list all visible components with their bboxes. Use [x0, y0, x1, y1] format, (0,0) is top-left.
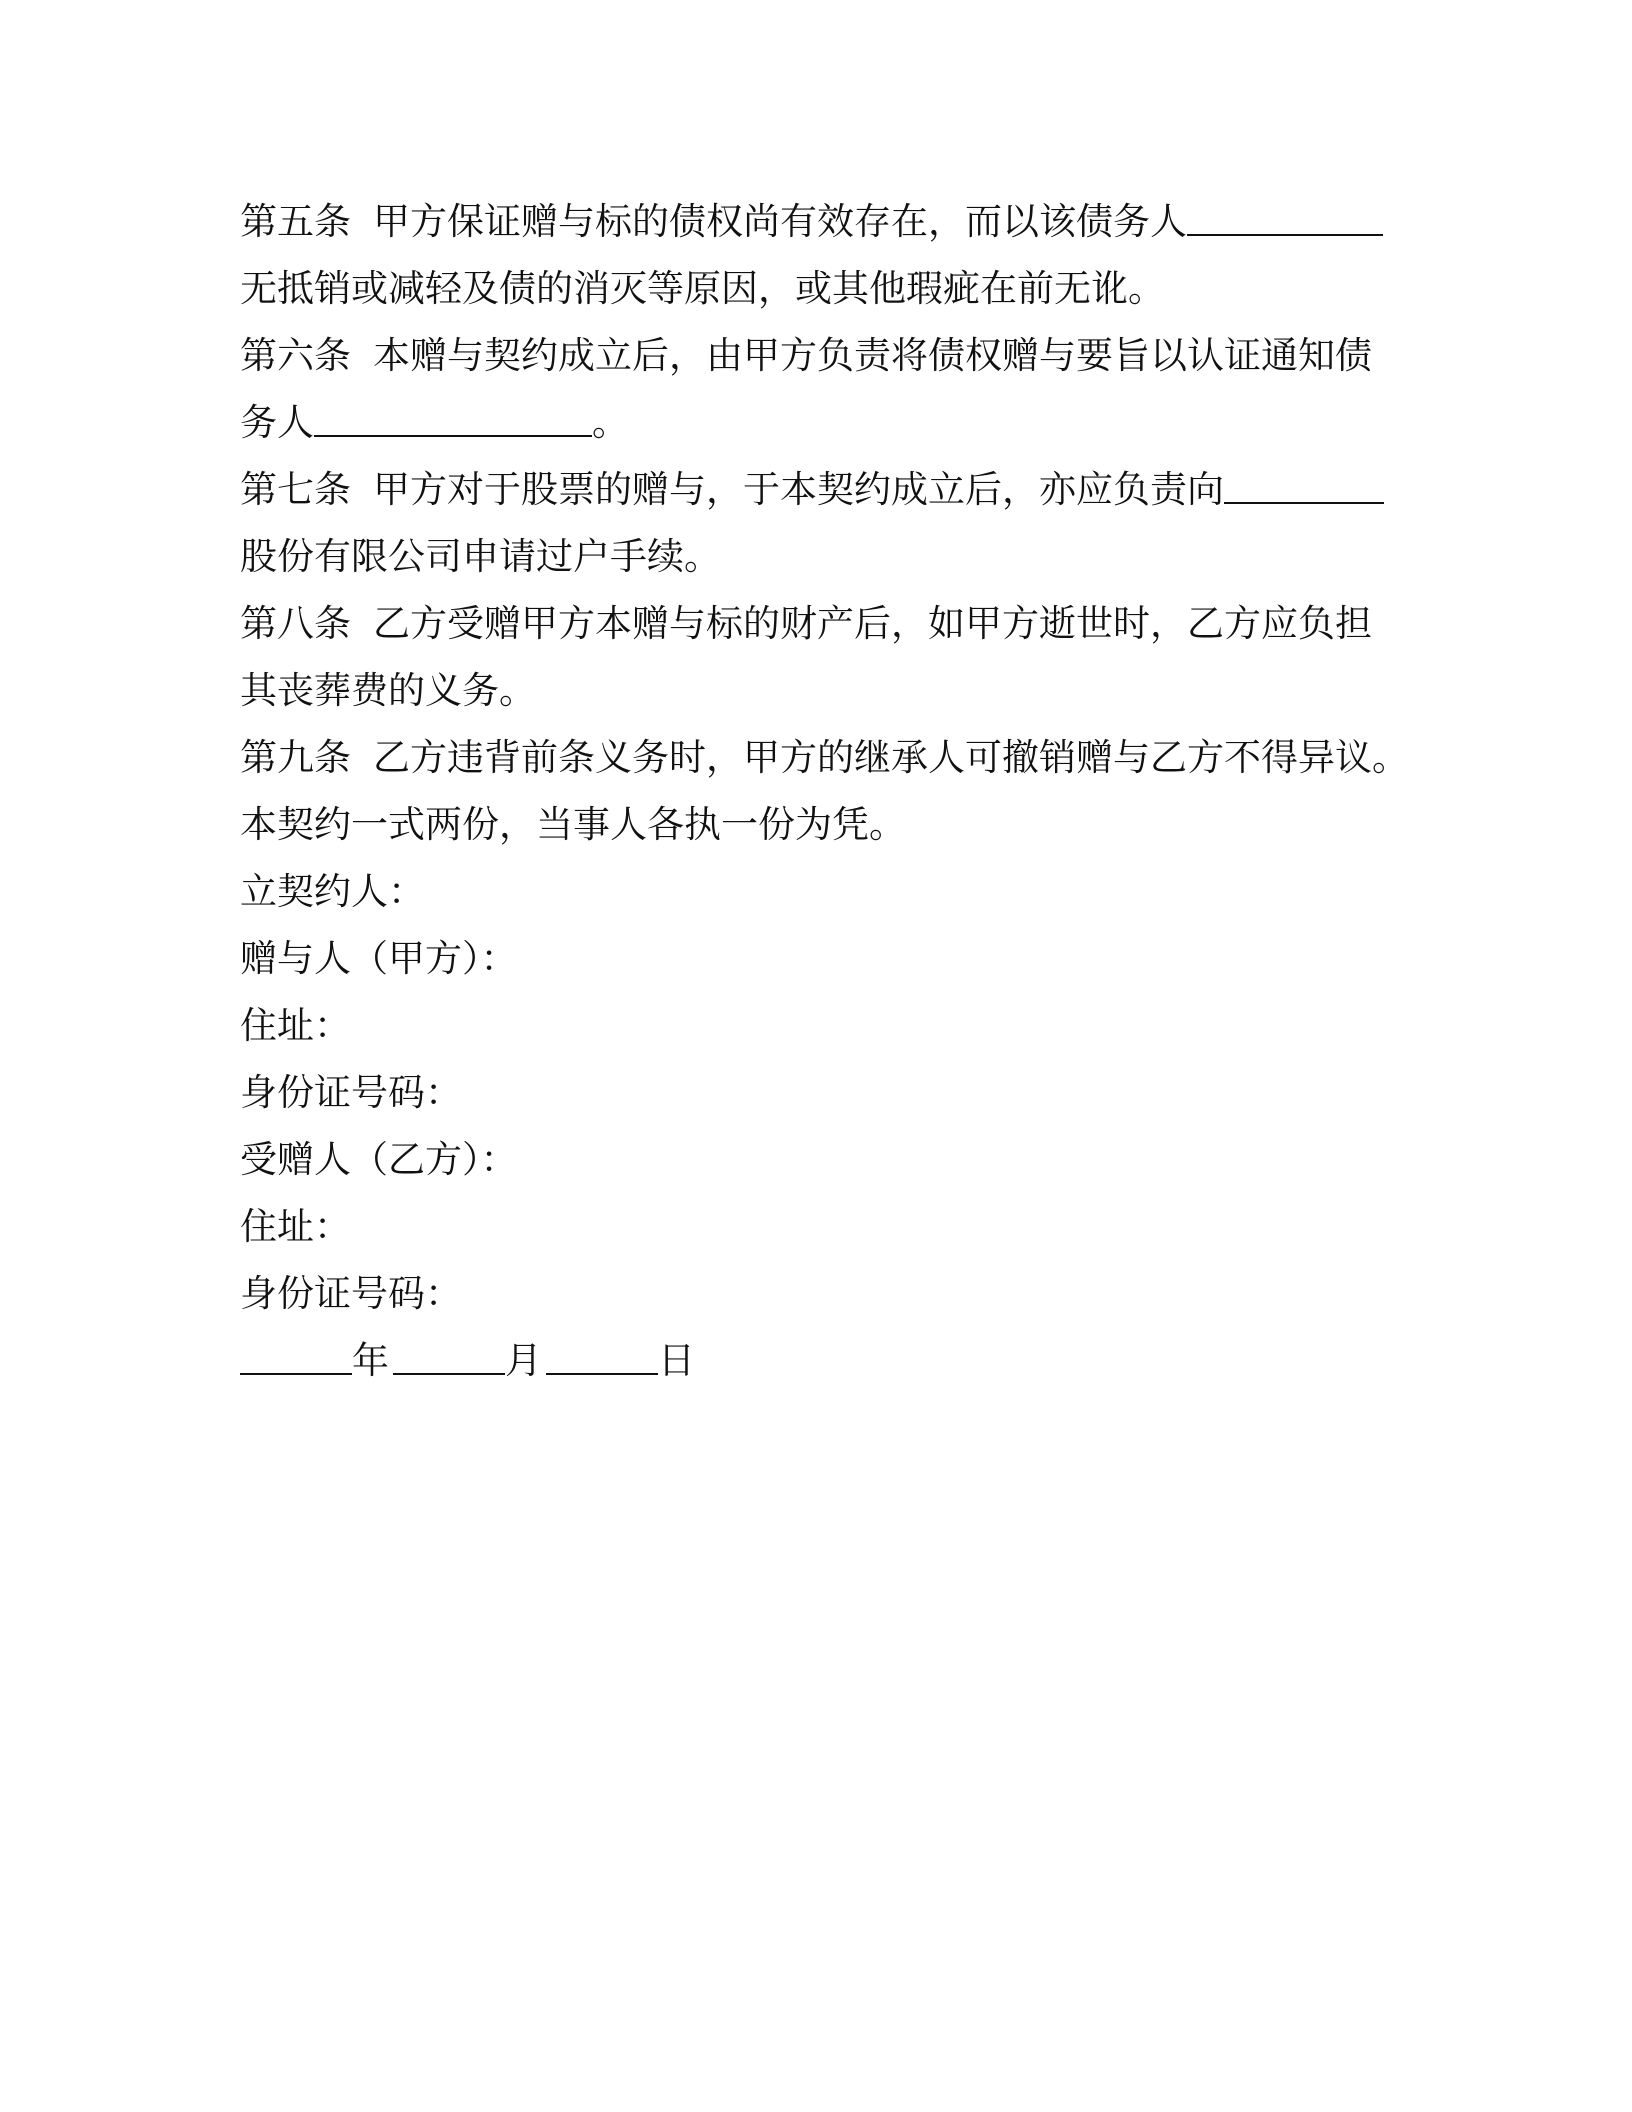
article-6-line-1 — [240, 322, 1380, 389]
article-8-line-2 — [240, 657, 1380, 724]
article-6-text-continued: 务人 — [240, 401, 314, 444]
day-label: 日 — [658, 1339, 695, 1382]
donee-label: 受赠人（乙方）： — [240, 1138, 518, 1181]
article-7-line-1 — [240, 456, 1380, 523]
copies-clause: 本契约一式两份，当事人各执一份为凭。 — [240, 803, 906, 846]
article-6-text: 本赠与契约成立后，由甲方负责将债权赠与要旨以认证通知债 — [373, 334, 1372, 377]
article-5-text-continued: 无抵销或减轻及债的消灭等原因，或其他瑕疵在前无讹。 — [240, 267, 1165, 310]
article-8-label: 第八条 — [240, 602, 351, 645]
donor-address-label: 住址： — [240, 1004, 351, 1047]
signatories-heading: 立契约人： — [240, 870, 425, 913]
article-5-text: 甲方保证赠与标的债权尚有效存在，而以该债务人 — [373, 200, 1187, 243]
month-label: 月 — [505, 1339, 542, 1382]
article-5-line-2 — [240, 255, 1380, 322]
article-7-label: 第七条 — [240, 468, 351, 511]
article-6-period: 。 — [592, 401, 629, 444]
article-7-line-2 — [240, 523, 1380, 590]
article-9-text: 乙方违背前条义务时，甲方的继承人可撤销赠与乙方不得异议。 — [373, 736, 1409, 779]
year-label: 年 — [352, 1339, 389, 1382]
article-5-line-1 — [240, 188, 1380, 255]
article-5-label: 第五条 — [240, 200, 351, 243]
year-blank — [240, 1327, 352, 1375]
article-6-label: 第六条 — [240, 334, 351, 377]
article-8-text: 乙方受赠甲方本赠与标的财产后，如甲方逝世时，乙方应负担 — [373, 602, 1372, 645]
day-blank — [546, 1327, 658, 1375]
article-9-line — [240, 724, 1409, 791]
debtor-blank — [314, 389, 592, 437]
donor-id-label: 身份证号码： — [240, 1071, 462, 1114]
donee-address-label: 住址： — [240, 1205, 351, 1248]
article-9-label: 第九条 — [240, 736, 351, 779]
company-name-blank — [1224, 456, 1384, 504]
debtor-name-blank — [1187, 188, 1383, 236]
article-6-line-2 — [240, 389, 1380, 456]
donee-id-label: 身份证号码： — [240, 1272, 462, 1315]
article-8-line-1 — [240, 590, 1380, 657]
article-8-text-continued: 其丧葬费的义务。 — [240, 669, 536, 712]
donor-label: 赠与人（甲方）： — [240, 937, 518, 980]
article-7-text-continued: 股份有限公司申请过户手续。 — [240, 535, 721, 578]
date-line — [240, 1327, 1380, 1394]
contract-body — [240, 188, 1409, 1394]
article-7-text: 甲方对于股票的赠与，于本契约成立后，亦应负责向 — [373, 468, 1224, 511]
month-blank — [393, 1327, 505, 1375]
